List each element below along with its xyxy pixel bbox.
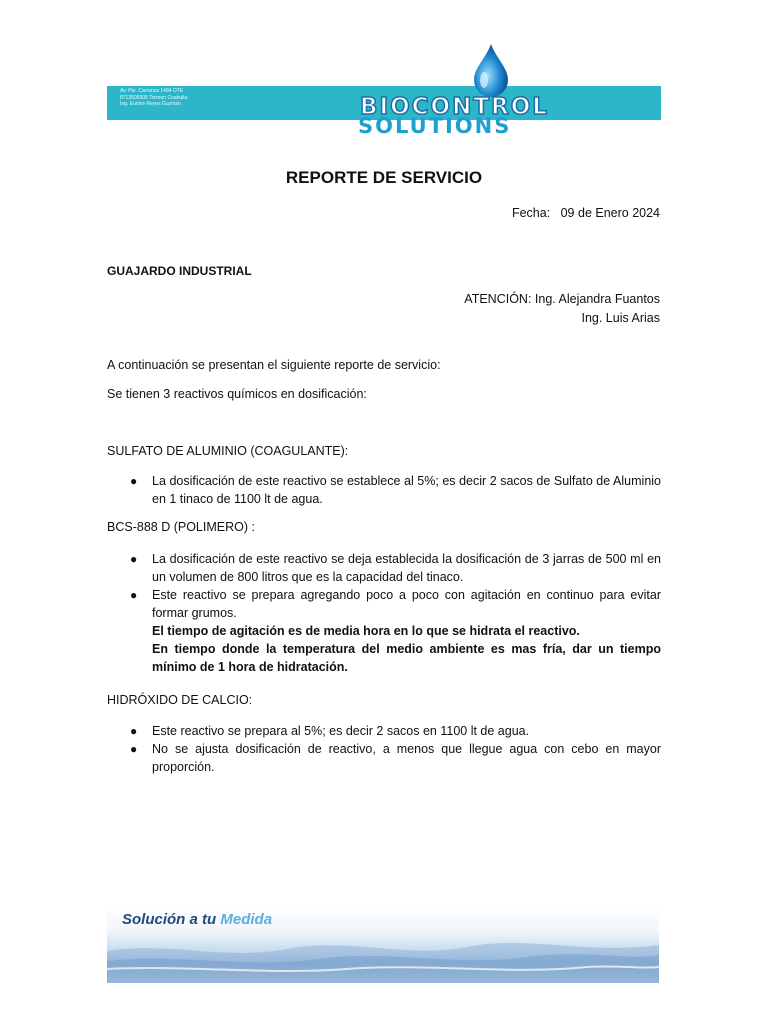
report-title: REPORTE DE SERVICIO [285, 168, 483, 187]
logo-text-biocontrol: BIOCONTROL [360, 94, 549, 120]
section-heading-sulfato: SULFATO DE ALUMINIO (COAGULANTE): [107, 444, 349, 458]
bold-note: En tiempo donde la temperatura del medio ambiente es mas fría, dar un tiempo mínimo de 1 hora de hidratación. [152, 642, 661, 674]
list-item [130, 740, 661, 776]
company-address [120, 88, 189, 108]
address-line: Ing. Eunice Reyes Guzman. [120, 101, 183, 107]
date-label: Fecha: [511, 206, 551, 220]
address-line: Av. Pte. Carranza 1484 OTE [120, 88, 184, 94]
list-item [130, 722, 661, 740]
attention-line-1: ATENCIÓN: Ing. Alejandra Fuantos [464, 292, 660, 306]
bullet-text: No se ajusta dosificación de reactivo, a menos que llegue agua con cebo en mayor proporción. [152, 742, 661, 774]
attention-line-2: Ing. Luis Arias [581, 311, 660, 325]
bullet-text: Este reactivo se prepara agregando poco a poco con agitación en continuo para evitar formar grumos. [152, 588, 661, 620]
list-item [130, 586, 661, 676]
bold-note: El tiempo de agitación es de media hora en lo que se hidrata el reactivo. [152, 624, 580, 638]
bullet-icon: ● [130, 724, 138, 738]
slogan-part: a tu [189, 911, 217, 928]
slogan-part: Medida [220, 911, 273, 928]
hidroxido-list [130, 722, 661, 776]
slogan-part: Solución [122, 911, 186, 928]
bullet-icon: ● [130, 588, 138, 602]
company-name: GUAJARDO INDUSTRIAL [107, 264, 252, 278]
bullet-icon: ● [130, 742, 138, 756]
list-item [130, 472, 661, 508]
bullet-icon: ● [130, 552, 138, 566]
intro-text-2: Se tienen 3 reactivos químicos en dosificación: [107, 387, 367, 401]
section-heading-polimero: BCS-888 D (POLIMERO) : [107, 520, 255, 534]
list-item [130, 550, 661, 586]
sulfato-list [130, 472, 661, 508]
date-value: 09 de Enero 2024 [560, 206, 660, 220]
address-line: 8713506905 Torreon Coahuila. [120, 94, 189, 101]
water-drop-logo-icon [468, 42, 514, 98]
section-heading-hidroxido: HIDRÓXIDO DE CALCIO: [107, 693, 253, 707]
logo-text-solutions: SOLUTIONS [358, 114, 512, 138]
polimero-list [130, 550, 661, 676]
footer-slogan [122, 911, 272, 928]
bullet-text: La dosificación de este reactivo se deja establecida la dosificación de 3 jarras de 500 ml en un volumen de 800 litros que es la capacidad del tinaco. [152, 552, 661, 584]
bullet-text: Este reactivo se prepara al 5%; es decir 2 sacos en 1100 lt de agua. [152, 724, 530, 738]
bullet-text: La dosificación de este reactivo se establece al 5%; es decir 2 sacos de Sulfato de Aluminio en 1 tinaco de 1100 lt de agua. [152, 474, 661, 506]
bullet-icon: ● [130, 474, 138, 488]
intro-text: A continuación se presentan el siguiente reporte de servicio: [107, 358, 441, 372]
report-date [512, 204, 660, 222]
